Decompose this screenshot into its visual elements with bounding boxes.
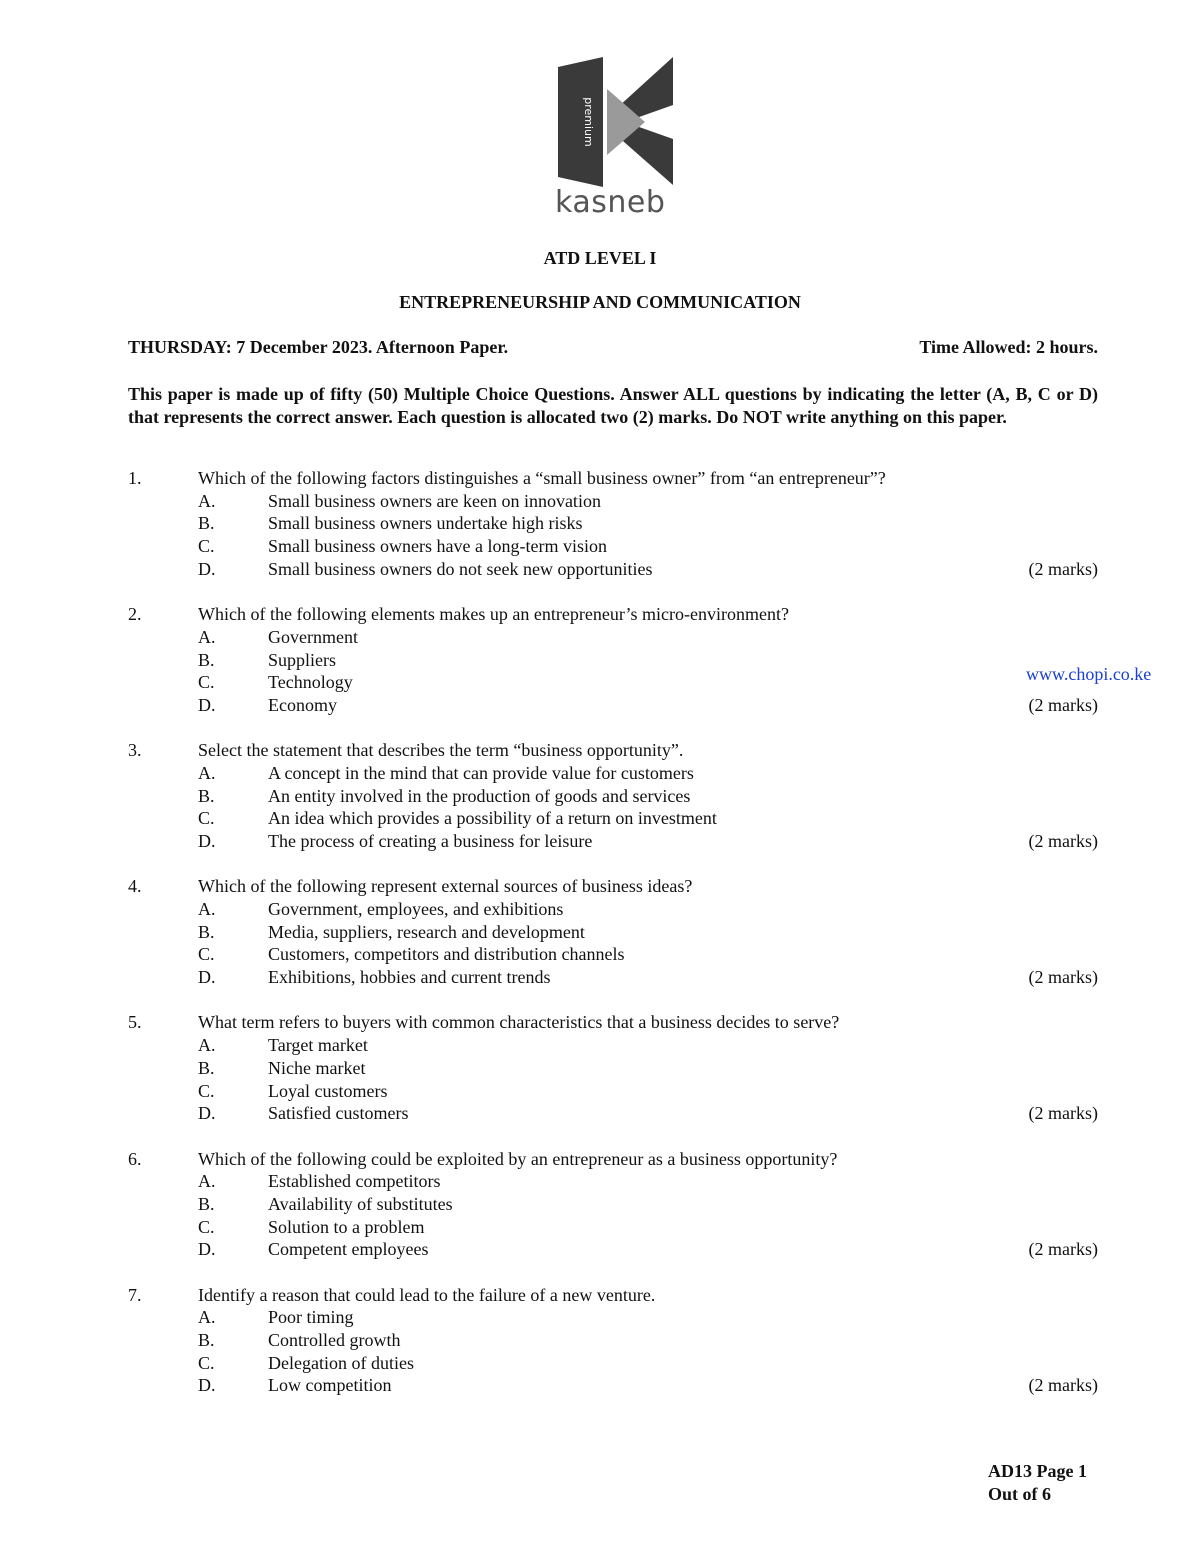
question-text: Which of the following represent external sources of business ideas? — [198, 876, 693, 897]
option-text: Government, employees, and exhibitions — [268, 899, 564, 920]
page-footer — [988, 1460, 1087, 1506]
question-text: What term refers to buyers with common characteristics that a business decides to serve? — [198, 1012, 840, 1033]
question — [128, 1284, 1098, 1398]
question-stem — [128, 1284, 1098, 1307]
question — [128, 1011, 1098, 1125]
option-text: Media, suppliers, research and development — [268, 921, 585, 942]
option-letter: A. — [198, 899, 216, 920]
question-marks: (2 marks) — [1028, 694, 1098, 715]
question-text: Which of the following could be exploited by an entrepreneur as a business opportunity? — [198, 1148, 838, 1169]
exam-subject: ENTREPRENEURSHIP AND COMMUNICATION — [399, 292, 801, 312]
option-row — [198, 1057, 1098, 1080]
question-text: Select the statement that describes the term “business opportunity”. — [198, 740, 684, 761]
option-row — [198, 966, 1098, 989]
question-text: Identify a reason that could lead to the failure of a new venture. — [198, 1284, 656, 1305]
question — [128, 467, 1098, 581]
option-letter: C. — [198, 1352, 215, 1373]
option-text: Economy — [268, 694, 337, 715]
option-text: Small business owners do not seek new opportunities — [268, 558, 653, 579]
option-list — [198, 1306, 1098, 1397]
question-number: 3. — [128, 740, 142, 761]
option-letter: D. — [198, 1103, 216, 1124]
option-text: Customers, competitors and distribution channels — [268, 944, 625, 965]
question-marks: (2 marks) — [1028, 558, 1098, 579]
option-letter: C. — [198, 808, 215, 829]
option-letter: B. — [198, 785, 215, 806]
question-number: 4. — [128, 876, 142, 897]
exam-dateline — [128, 337, 1098, 358]
option-text: Loyal customers — [268, 1080, 388, 1101]
question-marks: (2 marks) — [1028, 831, 1098, 852]
option-text: Exhibitions, hobbies and current trends — [268, 967, 551, 988]
question-marks: (2 marks) — [1028, 967, 1098, 988]
option-text: Niche market — [268, 1057, 366, 1078]
question-number: 1. — [128, 468, 142, 488]
question-number: 6. — [128, 1148, 142, 1169]
option-row — [198, 921, 1098, 944]
question-stem — [128, 739, 1098, 762]
option-row — [198, 1102, 1098, 1125]
instructions: This paper is made up of fifty (50) Multiple Choice Questions. Answer ALL questions by indicating the letter (A, B, C or D) that represents the correct answer. Each question is allocated two (2) marks. Do NOT write anything on this paper. — [128, 384, 1098, 427]
option-text: An entity involved in the production of goods and services — [268, 785, 691, 806]
option-row — [198, 830, 1098, 853]
option-row — [198, 1170, 1098, 1193]
option-letter: B. — [198, 1057, 215, 1078]
question-stem — [128, 1148, 1098, 1171]
option-list — [198, 490, 1098, 581]
page-total: Out of 6 — [988, 1484, 1051, 1504]
question-text: Which of the following factors distinguishes a “small business owner” from “an entrepreneur”? — [198, 468, 886, 488]
question-number: 7. — [128, 1284, 142, 1305]
option-letter: C. — [198, 672, 215, 693]
option-text: Delegation of duties — [268, 1352, 414, 1373]
option-row — [198, 694, 1098, 717]
option-row — [198, 943, 1098, 966]
question — [128, 739, 1098, 853]
option-list — [198, 626, 1098, 717]
question-stem — [128, 875, 1098, 898]
option-row — [198, 558, 1098, 581]
option-text: An idea which provides a possibility of a return on investment — [268, 808, 717, 829]
option-letter: C. — [198, 1216, 215, 1237]
question-marks: (2 marks) — [1028, 1239, 1098, 1260]
option-row — [198, 1352, 1098, 1375]
option-row — [198, 785, 1098, 808]
option-row — [198, 807, 1098, 830]
logo-side-text: premium — [582, 97, 595, 147]
option-row — [198, 1374, 1098, 1397]
question-marks: (2 marks) — [1028, 1103, 1098, 1124]
option-list — [198, 1034, 1098, 1125]
option-letter: D. — [198, 1239, 216, 1260]
question-stem — [128, 467, 1098, 490]
option-row — [198, 626, 1098, 649]
question-number: 2. — [128, 604, 142, 625]
option-letter: A. — [198, 490, 216, 511]
option-letter: A. — [198, 762, 216, 783]
option-text: Low competition — [268, 1375, 392, 1396]
question — [128, 603, 1098, 717]
option-row — [198, 490, 1098, 513]
option-letter: A. — [198, 1307, 216, 1328]
question-number: 5. — [128, 1012, 142, 1033]
page-number: AD13 Page 1 — [988, 1461, 1087, 1481]
option-text: Satisfied customers — [268, 1103, 409, 1124]
option-letter: A. — [198, 1035, 216, 1056]
option-text: Availability of substitutes — [268, 1193, 453, 1214]
option-letter: B. — [198, 921, 215, 942]
option-row — [198, 649, 1098, 672]
watermark-link[interactable]: www.chopi.co.ke — [1026, 664, 1152, 684]
option-text: A concept in the mind that can provide value for customers — [268, 762, 694, 783]
option-letter: C. — [198, 1080, 215, 1101]
option-row — [198, 898, 1098, 921]
option-text: Small business owners undertake high risks — [268, 513, 583, 534]
option-row — [198, 1216, 1098, 1239]
question-list — [128, 467, 1098, 1420]
question-marks: (2 marks) — [1028, 1375, 1098, 1396]
option-text: Small business owners are keen on innovation — [268, 490, 601, 511]
option-text: The process of creating a business for leisure — [268, 831, 593, 852]
option-letter: C. — [198, 536, 215, 557]
option-text: Solution to a problem — [268, 1216, 425, 1237]
question — [128, 1148, 1098, 1262]
option-list — [198, 898, 1098, 989]
option-letter: D. — [198, 967, 216, 988]
option-text: Poor timing — [268, 1307, 354, 1328]
option-row — [198, 535, 1098, 558]
option-text: Government — [268, 626, 358, 647]
option-row — [198, 1080, 1098, 1103]
option-text: Established competitors — [268, 1171, 441, 1192]
option-list — [198, 1170, 1098, 1261]
option-text: Small business owners have a long-term vision — [268, 536, 607, 557]
option-row — [198, 1306, 1098, 1329]
option-letter: B. — [198, 1330, 215, 1351]
option-row — [198, 1238, 1098, 1261]
option-letter: A. — [198, 626, 216, 647]
option-text: Target market — [268, 1035, 368, 1056]
option-text: Suppliers — [268, 649, 337, 670]
option-row — [198, 671, 1098, 694]
option-letter: D. — [198, 694, 216, 715]
option-row — [198, 1193, 1098, 1216]
exam-level: ATD LEVEL I — [543, 248, 657, 268]
option-row — [198, 1329, 1098, 1352]
option-list — [198, 762, 1098, 853]
option-text: Technology — [268, 672, 353, 693]
option-letter: A. — [198, 1171, 216, 1192]
option-row — [198, 762, 1098, 785]
option-text: Controlled growth — [268, 1330, 401, 1351]
exam-date: THURSDAY: 7 December 2023. Afternoon Paper. — [128, 337, 509, 357]
question — [128, 875, 1098, 989]
option-letter: B. — [198, 649, 215, 670]
option-letter: D. — [198, 1375, 216, 1396]
option-letter: D. — [198, 831, 216, 852]
question-text: Which of the following elements makes up an entrepreneur’s micro-environment? — [198, 604, 789, 625]
brand-name: kasneb — [555, 185, 666, 220]
question-stem — [128, 603, 1098, 626]
option-letter: C. — [198, 944, 215, 965]
time-allowed: Time Allowed: 2 hours. — [919, 337, 1098, 357]
question-stem — [128, 1011, 1098, 1034]
option-text: Competent employees — [268, 1239, 429, 1260]
option-letter: B. — [198, 1193, 215, 1214]
option-letter: D. — [198, 558, 216, 579]
option-row — [198, 1034, 1098, 1057]
option-letter: B. — [198, 513, 215, 534]
option-row — [198, 512, 1098, 535]
kasneb-logo-mark — [555, 57, 675, 187]
